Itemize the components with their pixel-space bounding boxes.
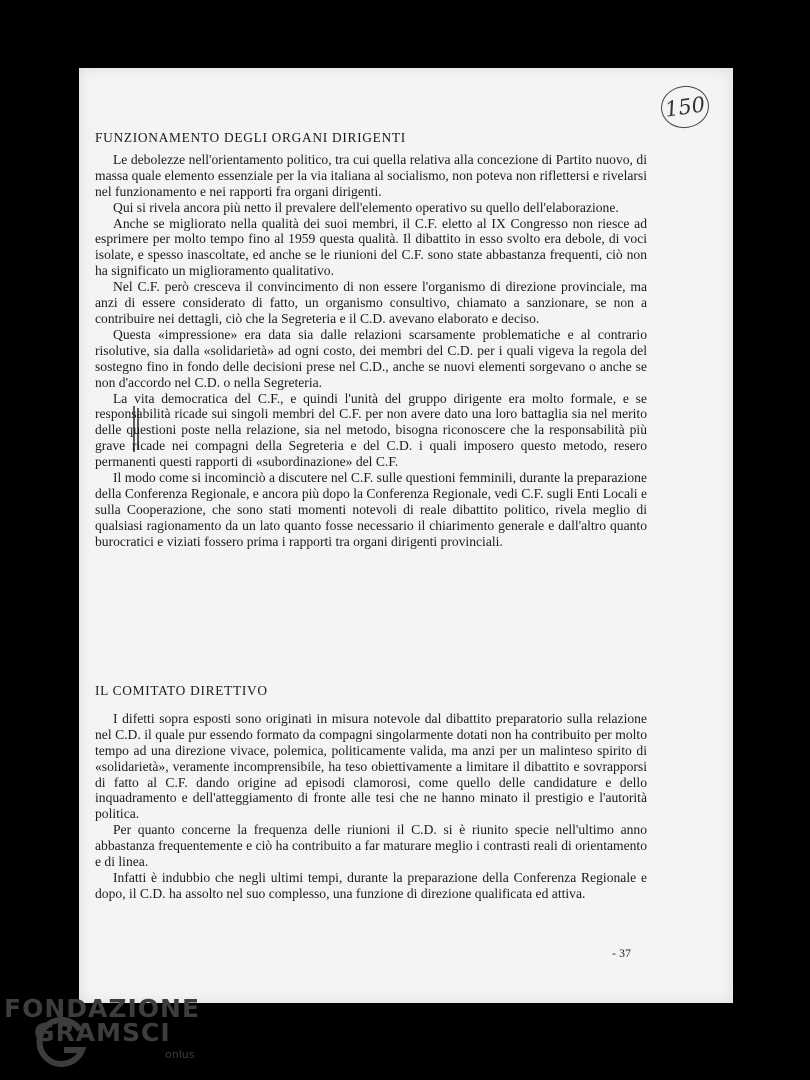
section-title: FUNZIONAMENTO DEGLI ORGANI DIRIGENTI — [95, 130, 406, 145]
paragraph: Infatti è indubbio che negli ultimi tempi, durante la preparazione della Conferenza Regionale e dopo, il C.D. ha assolto nel suo complesso, una funzione di direzione qualificata ed attiva. — [95, 869, 647, 901]
folio-number: 150 — [658, 83, 711, 131]
paragraph: Qui si rivela ancora più netto il prevalere dell'elemento operativo su quello dell'elaborazione. — [113, 199, 619, 215]
paragraph: Per quanto concerne la frequenza delle riunioni il C.D. si è riunito specie nell'ultimo anno abbastanza frequentemente e ciò ha contribuito a far maturare meglio i contrasti reali di orientamento e di linea. — [95, 822, 647, 870]
page-number: - 37 — [612, 946, 631, 960]
paragraph: Anche se migliorato nella qualità dei suoi membri, il C.F. eletto al IX Congresso non riesce ad esprimere per molto tempo fino al 1959 questa qualità. Il dibattito in esso svolto era debole, di voci isolate, e spesso inascoltate, ed anche se le riunioni del C.F. sono state abbastanza frequenti, ciò non ha significato un miglioramento qualitativo. — [95, 215, 647, 279]
section-comitato-direttivo — [95, 683, 647, 902]
paragraph: Le debolezze nell'orientamento politico, tra cui quella relativa alla concezione di Partito nuovo, di massa quale elemento essenziale per la via italiana al socialismo, non poteva non riflettersi e rivelarsi nel funzionamento e nei rapporti fra organi dirigenti. — [95, 151, 647, 199]
section-title: IL COMITATO DIRETTIVO — [95, 683, 268, 698]
section-funzionamento — [95, 130, 647, 550]
logo-suffix: onlus — [165, 1048, 195, 1061]
logo-line1: FONDAZIONE — [4, 994, 201, 1023]
fondazione-gramsci-logo — [0, 986, 230, 1076]
paragraph: Il modo come si incominciò a discutere nel C.F. sulle questioni femminili, durante la preparazione della Conferenza Regionale, e ancora più dopo la Conferenza Regionale, vedi C.F. sugli Enti Locali e sulla Cooperazione, che sono stati momenti notevoli di reale dibattito politico, rivela meglio di qualsiasi ragionamento da un lato quanto fosse necessario il chiarimento generale e dall'altro quanto burocratici e viziati fossero prima i rapporti tra organi dirigenti provinciali. — [95, 470, 647, 549]
paragraph: Questa «impressione» era data sia dalle relazioni scarsamente problematiche e al contrario risolutive, sia dalla «solidarietà» ad ogni costo, dei membri del C.D. per i quali vigeva la regola del sostegno fino in fondo delle decisioni prese nel C.D., anche se nuovi elementi sorgevano o anche se non d'accordo nel C.D. o nella Segreteria. — [95, 326, 647, 390]
paragraph: I difetti sopra esposti sono originati in misura notevole dal dibattito preparatorio sulla relazione nel C.D. il quale pur essendo formato da compagni singolarmente dotati non ha contribuito per molto tempo ad una direzione vivace, polemica, politicamente valida, ma anzi per un malinteso spirito di «solidarietà», veramente incomprensibile, ha teso obiettivamente a limitare il dibattito e sovrapporsi di fatto al C.F. dando origine ad episodi clamorosi, come quello delle candidature e dello inquadramento e dell'atteggiamento di fronte alle tesi che ne hanno minato il prestigio e l'autorità politica. — [95, 710, 647, 822]
logo-line2: GRAMSCI — [34, 1018, 171, 1047]
paragraph: La vita democratica del C.F., e quindi l'unità del gruppo dirigente era molto formale, e se responsabilità ricade sui singoli membri del C.F. per non avere dato una loro battaglia sia nel merito delle questioni poste nella relazione, sia nel metodo, bisogna riconoscere che la responsabilità più grave ricade nei compagni della Segreteria e del C.D. i quali imposero questo metodo, resero permanenti questi rapporti di «subordinazione» del C.F. — [95, 390, 647, 470]
paragraph: Nel C.F. però cresceva il convincimento di non essere l'organismo di direzione provinciale, ma anzi di essere considerato di fatto, un organismo consultivo, chiamato a sanzionare, se non a contribuire nei dettagli, ciò che la Segreteria e il C.D. avevano elaborato e deciso. — [95, 279, 647, 326]
